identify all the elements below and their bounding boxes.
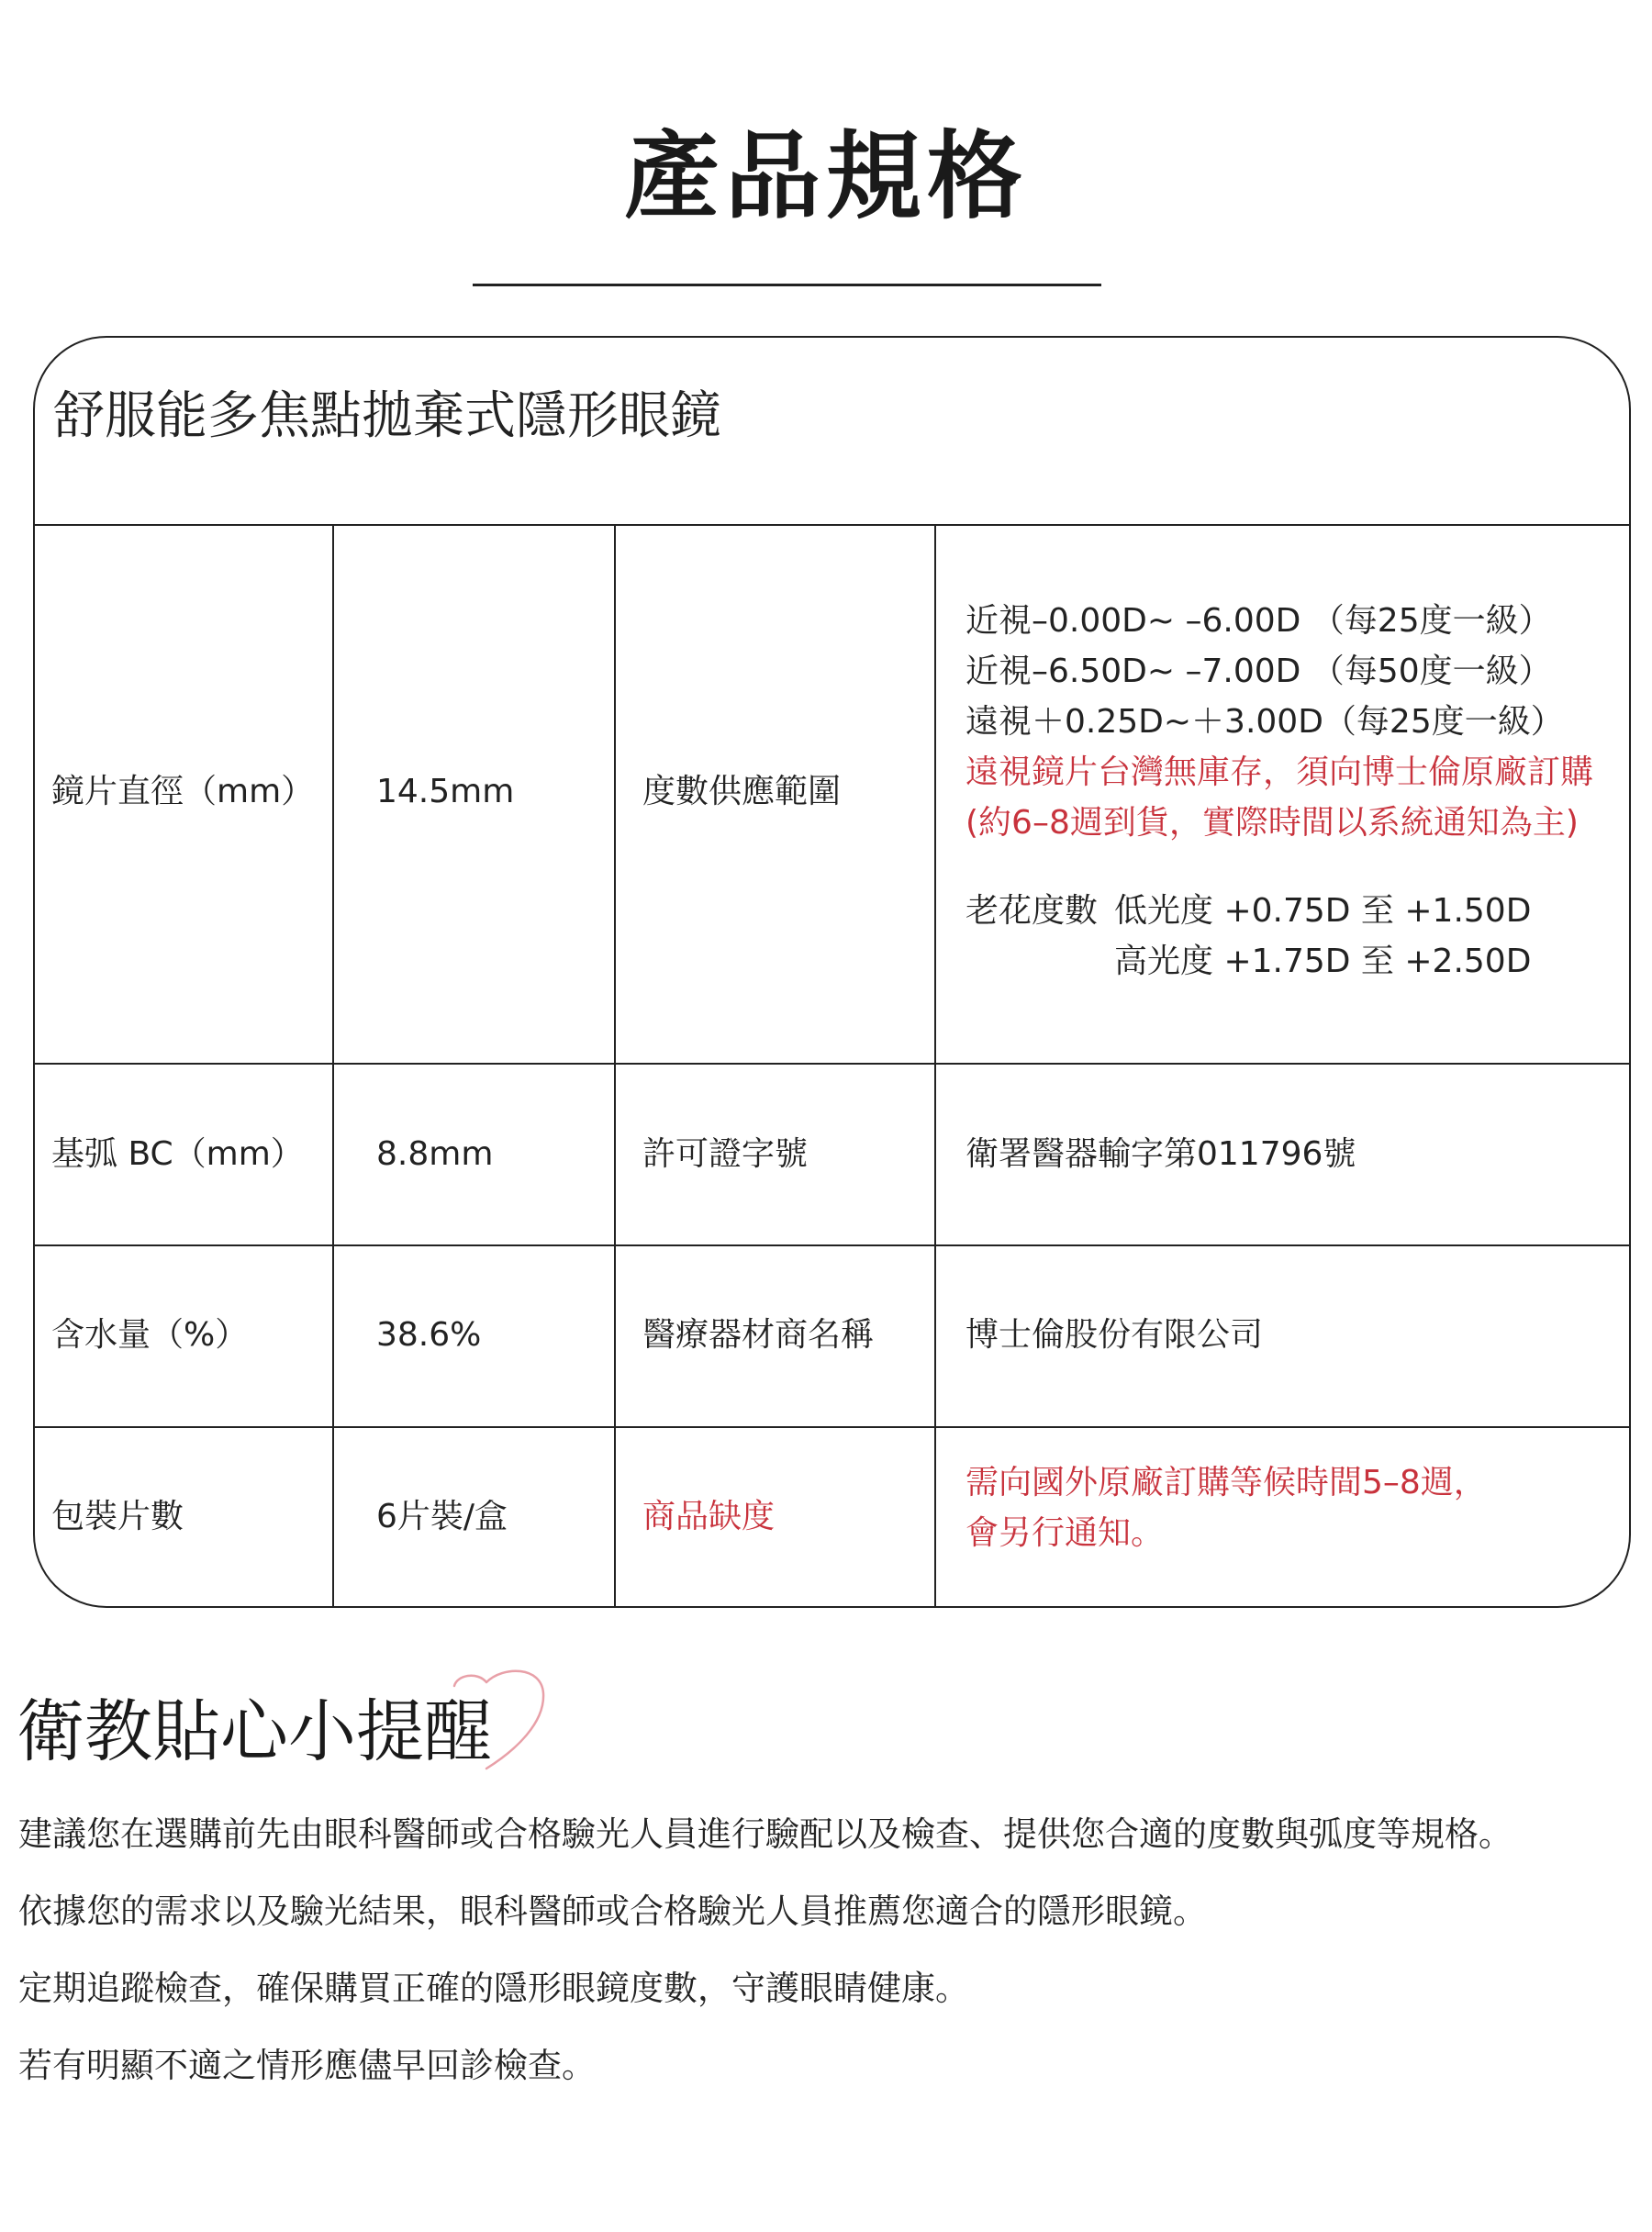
spec-label-license: 許可證字號 xyxy=(642,1135,809,1173)
spec-value-license: 衛署醫器輸字第011796號 xyxy=(966,1135,1356,1173)
health-tips-title: 衛教貼心小提醒 xyxy=(17,1692,492,1771)
heart-outline-icon xyxy=(450,1666,551,1776)
power-range-line: 近視–6.50D~ –7.00D （每50度一級） xyxy=(966,653,1552,690)
table-rule-row1 xyxy=(35,1063,1629,1065)
table-rule-row3 xyxy=(35,1426,1629,1428)
table-col-divider-1 xyxy=(332,524,334,1608)
power-range-line: 近視–0.00D~ –6.00D （每25度一級） xyxy=(966,602,1552,640)
spec-value-water-content: 38.6% xyxy=(376,1316,482,1354)
table-rule-top xyxy=(35,524,1629,526)
out-of-stock-line: 會另行通知。 xyxy=(966,1514,1165,1552)
out-of-stock-line: 需向國外原廠訂購等候時間5–8週， xyxy=(966,1464,1487,1501)
spec-value-vendor: 博士倫股份有限公司 xyxy=(966,1316,1264,1354)
page-title: 產品規格 xyxy=(623,120,1028,232)
power-range-list xyxy=(966,596,1593,848)
spec-label-vendor: 醫療器材商名稱 xyxy=(642,1316,875,1354)
power-range-line: 遠視＋0.25D~＋3.00D（每25度一級） xyxy=(966,703,1564,741)
spec-label-base-curve: 基弧 BC（mm） xyxy=(51,1135,304,1173)
table-rule-row2 xyxy=(35,1244,1629,1246)
spec-label-out-of-stock: 商品缺度 xyxy=(642,1498,776,1535)
presbyopia-low-range: 低光度 +0.75D 至 +1.50D xyxy=(1114,892,1532,930)
hyperopia-notice-line: 遠視鏡片台灣無庫存，須向博士倫原廠訂購 xyxy=(966,753,1594,791)
hyperopia-notice-line: (約6–8週到貨，實際時間以系統通知為主) xyxy=(966,804,1579,842)
presbyopia-high-range: 高光度 +1.75D 至 +2.50D xyxy=(1114,943,1532,980)
health-tip-line: 建議您在選購前先由眼科醫師或合格驗光人員進行驗配以及檢查、提供您合適的度數與弧度等規格。 xyxy=(18,1814,1512,1854)
spec-label-pack-count: 包裝片數 xyxy=(51,1498,184,1535)
out-of-stock-notice xyxy=(966,1457,1487,1558)
spec-value-pack-count: 6片裝/盒 xyxy=(376,1498,508,1535)
product-name: 舒服能多焦點拋棄式隱形眼鏡 xyxy=(53,386,721,446)
table-col-divider-3 xyxy=(934,524,936,1608)
spec-label-power-range: 度數供應範圍 xyxy=(642,773,842,810)
spec-value-diameter: 14.5mm xyxy=(376,773,515,810)
spec-value-base-curve: 8.8mm xyxy=(376,1135,494,1173)
spec-label-diameter: 鏡片直徑（mm） xyxy=(51,773,315,810)
table-col-divider-2 xyxy=(614,524,616,1608)
title-underline xyxy=(473,284,1101,286)
presbyopia-label: 老花度數 xyxy=(966,892,1099,930)
spec-card xyxy=(33,336,1631,1608)
health-tip-line: 定期追蹤檢查，確保購買正確的隱形眼鏡度數，守護眼睛健康。 xyxy=(18,1969,969,2008)
spec-label-water-content: 含水量（%） xyxy=(51,1316,249,1354)
health-tip-line: 依據您的需求以及驗光結果，眼科醫師或合格驗光人員推薦您適合的隱形眼鏡。 xyxy=(18,1892,1207,1931)
health-tip-line: 若有明顯不適之情形應儘早回診檢查。 xyxy=(18,2046,596,2085)
